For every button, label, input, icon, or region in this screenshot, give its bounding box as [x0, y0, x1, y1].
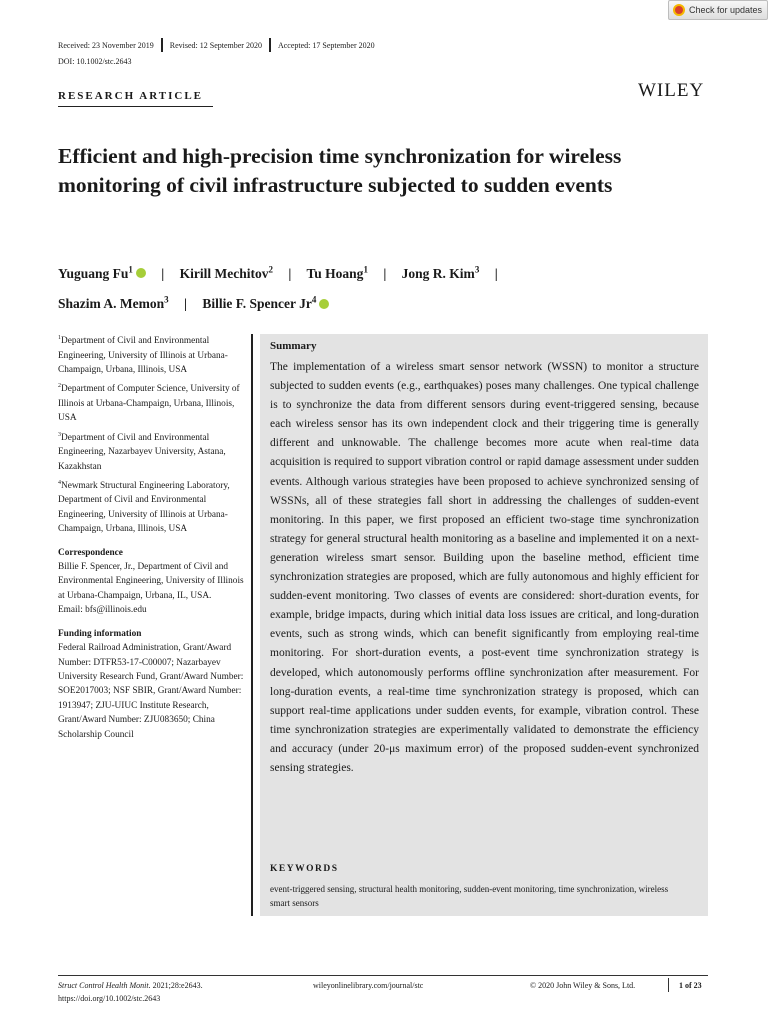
divider: [58, 106, 213, 107]
affiliation: $^2$Department of Computer Science, University of Illinois at Urbana-Champaign, Urbana, Illinois, USA: [58, 383, 240, 424]
check-updates-label: Check for updates: [689, 5, 763, 15]
orcid-icon[interactable]: [319, 299, 329, 309]
author-separator: |: [494, 265, 498, 281]
orcid-icon[interactable]: [136, 268, 146, 278]
article-type: RESEARCH ARTICLE: [58, 90, 204, 102]
affiliation: $^4$Newmark Structural Engineering Laboratory, Department of Civil and Environmental Engineering, University of Illinois at Urbana-Champaign, Urbana, Illinois, USA: [58, 479, 230, 535]
author-separator: |: [288, 265, 292, 281]
column-divider: [251, 334, 253, 916]
keywords-heading: KEYWORDS: [270, 864, 339, 874]
summary-text: The implementation of a wireless smart sensor network (WSSN) to monitor a structure subjected to sudden events (e.g., earthquakes) poses many challenges. One typical challenge is to synchronize the data from different sensors during event-triggered sensing, because each wireless sensor has its own independent clock and their triggering time is generally different and unknowable. The challenge becomes more acute when real-time data acquisition is required to support vibration control or rapid damage assessment under sudden events. Although various strategies have been proposed to achieve synchronized sensing of WSSNs, all of these strategies fall short in addressing the challenges of sudden-event monitoring. In this paper, we first proposed an efficient two-stage time synchronization strategy for general structural health monitoring as a baseline and implemented it on a next-generation wireless smart sensor. Building upon the baseline method, efficient time synchronization strategies are proposed, which are fully autonomous and highly efficient for sudden-event monitoring. Two classes of events are considered: short-duration events, for example, bridge impacts, during which initial data loss issues are critical, and long-duration events, such as strong winds, which can benefit significantly from employing real-time monitoring. For short-duration events, a post-event time synchronization strategy is developed, which autonomously performs offline synchronization after measurement. For long-duration events, a real-time time synchronization strategy is proposed, which can support real-time applications under sudden events, for example, vibration control. These time synchronization strategies are experimentally validated to demonstrate the efficiency and accuracy (under 20-μs maximum error) of the proposed sudden-event synchronized sensing strategies.: [270, 361, 699, 774]
affiliation: $^3$Department of Civil and Environmental Engineering, Nazarbayev University, Astana, Kazakhstan: [58, 431, 226, 472]
author-line-1: [58, 256, 698, 287]
author-list: [58, 256, 698, 317]
divider: [161, 38, 163, 52]
keywords-text: event-triggered sensing, structural health monitoring, sudden-event monitoring, time synchronization, wireless smart sensors: [270, 884, 669, 908]
correspondence-text: Billie F. Spencer, Jr., Department of Civil and Environmental Engineering, University of Illinois at Urbana-Champaign, Urbana, IL, USA.: [58, 562, 244, 601]
accepted-date: Accepted: 17 September 2020: [277, 40, 375, 50]
author-name[interactable]: Kirill Mechitov$^2$: [179, 264, 274, 281]
affiliation: $^1$Department of Civil and Environmental Engineering, University of Illinois at Urbana-Champaign, Urbana, Illinois, USA: [58, 335, 228, 375]
author-separator: |: [383, 265, 387, 281]
check-updates-icon: [673, 4, 685, 16]
footer-citation: Struct Control Health Monit. 2021;28:e2643.: [58, 981, 203, 990]
footer-separator: [668, 978, 669, 992]
footer-divider: [58, 975, 708, 976]
footer-doi-link[interactable]: https://doi.org/10.1002/stc.2643: [58, 994, 161, 1003]
author-separator: |: [161, 265, 165, 281]
summary-heading: Summary: [270, 340, 317, 352]
author-name[interactable]: Jong R. Kim$^3$: [401, 264, 480, 281]
paper-title: Efficient and high-precision time synchronization for wireless monitoring of civil infrastructure subjected to sudden events: [58, 144, 622, 197]
doi: DOI: 10.1002/stc.2643: [58, 57, 132, 66]
funding-heading: Funding information: [58, 628, 142, 639]
author-name[interactable]: Shazim A. Memon$^3$: [58, 294, 169, 311]
page-number: 1 of 23: [679, 981, 702, 990]
article-dates: [58, 38, 375, 52]
affiliation-column: [58, 331, 248, 742]
footer-copyright: © 2020 John Wiley & Sons, Ltd.: [530, 981, 636, 990]
divider: [269, 38, 271, 52]
author-name[interactable]: Tu Hoang$^1$: [306, 264, 368, 281]
correspondence-heading: Correspondence: [58, 547, 123, 558]
author-name[interactable]: Billie F. Spencer Jr$^4$: [202, 294, 317, 311]
author-name[interactable]: Yuguang Fu$^1$: [58, 264, 133, 281]
author-separator: |: [184, 296, 187, 311]
footer-site-link[interactable]: wileyonlinelibrary.com/journal/stc: [313, 981, 424, 990]
check-for-updates-button[interactable]: [668, 0, 768, 20]
funding-text: Federal Railroad Administration, Grant/Award Number: DTFR53-17-C00007; Nazarbayev University Research Fund, Grant/Award Number: SOE2017003; NSF SBIR, Grant/Award Number: 1913947; ZJU-UIUC Institute Research, Grant/Award Number: ZJU083650; China Scholarship Council: [58, 643, 244, 740]
author-line-2: [58, 287, 698, 318]
correspondence-email[interactable]: Email: bfs@illinois.edu: [58, 605, 147, 616]
revised-date: Revised: 12 September 2020: [169, 40, 262, 50]
received-date: Received: 23 November 2019: [58, 40, 154, 50]
publisher-logo: WILEY: [638, 80, 705, 101]
